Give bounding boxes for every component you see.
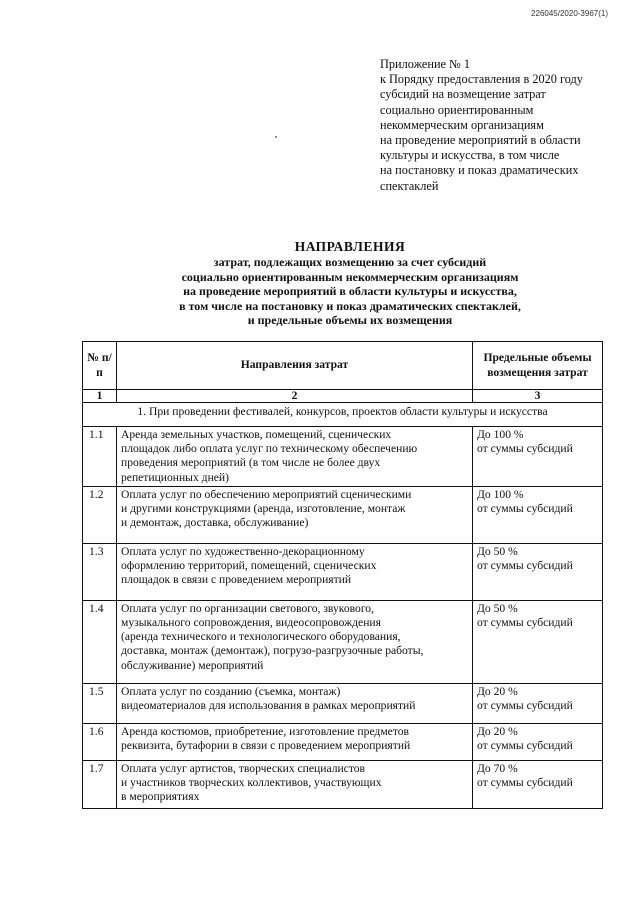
direction-line: Аренда костюмов, приобретение, изготовление предметов: [121, 724, 409, 738]
row-number: 1.6: [83, 723, 117, 760]
direction-line: и участников творческих коллективов, участвующих: [121, 776, 382, 790]
row-number: 1.3: [83, 543, 117, 600]
direction-line: музыкального сопровождения, видеосопровождения: [121, 616, 381, 630]
row-direction: [117, 486, 473, 543]
table-row: [83, 486, 603, 543]
expense-table: [82, 341, 603, 809]
limit-line: от суммы субсидий: [477, 776, 573, 790]
row-limit: [473, 600, 603, 683]
document-number: 226045/2020-3967(1): [531, 9, 608, 18]
appendix-line: социально ориентированным: [380, 102, 534, 117]
direction-line: и другими конструкциями (аренда, изготовление, монтаж: [121, 502, 406, 516]
appendix-note: [380, 57, 615, 194]
table-row: [83, 600, 603, 683]
limit-line: от суммы субсидий: [477, 699, 573, 713]
table-header-row: [83, 342, 603, 390]
row-number: 1.2: [83, 486, 117, 543]
row-direction: [117, 723, 473, 760]
document-title: [80, 238, 620, 328]
title-line: затрат, подлежащих возмещению за счет субсидий: [213, 255, 487, 269]
row-limit: [473, 427, 603, 487]
appendix-line: на проведение мероприятий в области: [380, 133, 581, 148]
row-direction: [117, 760, 473, 808]
limit-line: от суммы субсидий: [477, 616, 573, 630]
limit-line: До 50 %: [477, 544, 518, 558]
direction-line: (аренда технического и технологического оборудования,: [121, 630, 401, 644]
limit-line: До 20 %: [477, 684, 518, 698]
limit-line: До 100 %: [477, 487, 524, 501]
table-body: [83, 427, 603, 809]
row-direction: [117, 427, 473, 487]
appendix-line: спектаклей: [380, 178, 439, 193]
title-line: в том числе на постановку и показ драматических спектаклей,: [179, 298, 521, 313]
direction-line: обслуживание) мероприятий: [121, 658, 264, 672]
row-direction: [117, 683, 473, 723]
appendix-line: культуры и искусства, в том числе: [380, 148, 560, 163]
row-direction: [117, 543, 473, 600]
row-limit: [473, 486, 603, 543]
direction-line: Оплата услуг по обеспечению мероприятий сценическими: [121, 487, 412, 501]
limit-line: До 20 %: [477, 724, 518, 738]
header-num: № п/п: [83, 342, 117, 390]
limit-line: от суммы субсидий: [477, 559, 573, 573]
appendix-line: к Порядку предоставления в 2020 году: [380, 72, 583, 87]
row-limit: [473, 543, 603, 600]
table-row: [83, 683, 603, 723]
limit-line: от суммы субсидий: [477, 739, 573, 753]
table-row: [83, 723, 603, 760]
section-row: [83, 403, 603, 427]
row-limit: [473, 760, 603, 808]
direction-line: Оплата услуг по художественно-декорационному: [121, 544, 365, 558]
direction-line: реквизита, бутафории в связи с проведением мероприятий: [121, 739, 411, 753]
row-direction: [117, 600, 473, 683]
header-direction: Направления затрат: [117, 342, 473, 390]
title-line: на проведение мероприятий в области культуры и искусства,: [183, 284, 517, 299]
table-row: [83, 543, 603, 600]
limit-line: от суммы субсидий: [477, 442, 573, 456]
title-line: социально ориентированным некоммерческим организациям: [181, 269, 519, 284]
section-title: 1. При проведении фестивалей, конкурсов, проектов области культуры и искусства: [83, 403, 603, 427]
table-row: [83, 760, 603, 808]
column-number: 2: [117, 390, 473, 403]
direction-line: оформлению территорий, помещений, сценических: [121, 559, 377, 573]
direction-line: площадок либо оплата услуг по техническому обеспечению: [121, 442, 418, 456]
direction-line: Оплата услуг по организации светового, звукового,: [121, 601, 374, 615]
direction-line: и демонтаж, доставка, обслуживание): [121, 516, 309, 530]
row-number: 1.7: [83, 760, 117, 808]
appendix-line: на постановку и показ драматических: [380, 163, 579, 178]
direction-line: площадок в связи с проведением мероприятий: [121, 573, 352, 587]
direction-line: видеоматериалов для использования в рамках мероприятий: [121, 699, 416, 713]
direction-line: Оплата услуг по созданию (съемка, монтаж): [121, 684, 341, 698]
direction-line: проведения мероприятий (в том числе не более двух: [121, 456, 381, 470]
column-number: 1: [83, 390, 117, 403]
column-number-row: [83, 390, 603, 403]
limit-line: До 50 %: [477, 601, 518, 615]
row-number: 1.5: [83, 683, 117, 723]
limit-line: До 100 %: [477, 428, 524, 441]
direction-line: Аренда земельных участков, помещений, сценических: [121, 428, 392, 441]
limit-line: от суммы субсидий: [477, 502, 573, 516]
column-number: 3: [473, 390, 603, 403]
scan-speck: [275, 136, 277, 138]
title-line: и предельные объемы их возмещения: [247, 313, 453, 328]
row-limit: [473, 723, 603, 760]
table-row: [83, 427, 603, 487]
direction-line: репетиционных дней): [121, 470, 229, 484]
appendix-line: Приложение № 1: [380, 57, 471, 71]
appendix-line: некоммерческим организациям: [380, 117, 544, 132]
title-main: НАПРАВЛЕНИЯ: [294, 239, 406, 254]
limit-line: До 70 %: [477, 761, 518, 775]
appendix-line: субсидий на возмещение затрат: [380, 87, 546, 102]
direction-line: в мероприятиях: [121, 790, 200, 804]
row-number: 1.4: [83, 600, 117, 683]
row-number: 1.1: [83, 427, 117, 487]
direction-line: доставка, монтаж (демонтаж), погрузо-разгрузочные работы,: [121, 644, 424, 658]
direction-line: Оплата услуг артистов, творческих специалистов: [121, 761, 366, 775]
row-limit: [473, 683, 603, 723]
header-limit: Предельные объемы возмещения затрат: [473, 342, 603, 390]
